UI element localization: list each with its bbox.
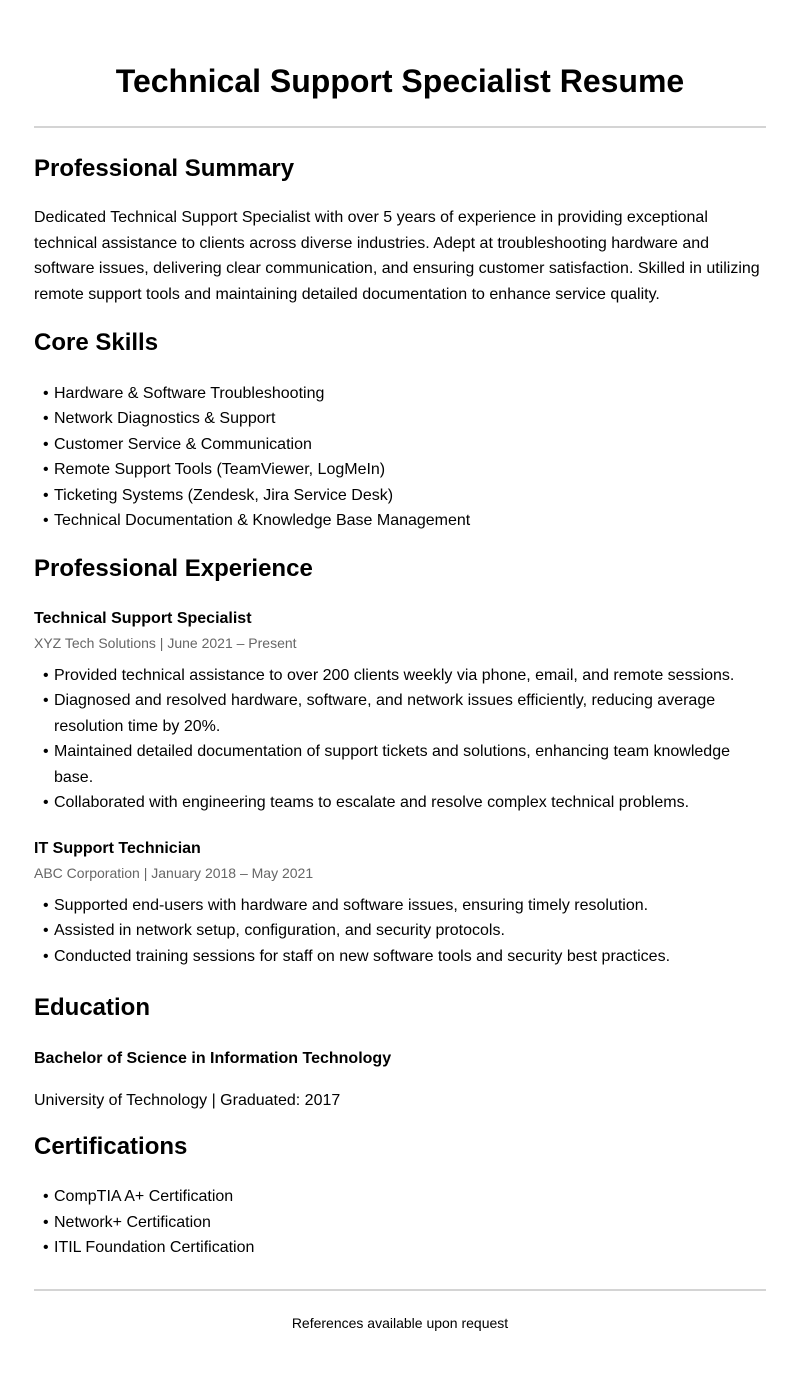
education-heading: Education [34,994,151,1022]
list-item: • Maintained detailed documentation of support tickets and solutions, enhancing team knowledge base. [34,739,766,790]
list-item: • Supported end-users with hardware and software issues, ensuring timely resolution. [34,893,766,919]
job-title: IT Support Technician [34,839,201,857]
list-item: • Ticketing Systems (Zendesk, Jira Service Desk) [34,483,766,509]
list-item: • ITIL Foundation Certification [34,1235,766,1261]
list-item: • Network+ Certification [34,1210,766,1236]
job-entry [34,838,766,970]
job-meta: XYZ Tech Solutions | June 2021 – Present [34,634,297,651]
experience-section [34,554,766,970]
list-item: • Diagnosed and resolved hardware, software, and network issues efficiently, reducing average resolution time by 20%. [34,688,766,739]
page-title: Technical Support Specialist Resume [115,63,685,99]
certifications-list [34,1184,766,1261]
skills-heading: Core Skills [34,328,159,356]
list-item: • Network Diagnostics & Support [34,406,766,432]
job-bullets [34,893,766,970]
list-item: • Assisted in network setup, configuration, and security protocols. [34,918,766,944]
summary-heading: Professional Summary [34,155,295,182]
degree-title: Bachelor of Science in Information Technology [34,1050,392,1068]
skills-section [34,328,766,534]
list-item: • Hardware & Software Troubleshooting [34,381,766,407]
skills-list [34,381,766,534]
list-item: • Conducted training sessions for staff on new software tools and security best practices. [34,944,766,970]
job-entry [34,608,766,816]
summary-section [34,154,766,308]
list-item: • Collaborated with engineering teams to escalate and resolve complex technical problems. [34,790,766,816]
footer-note: References available upon request [291,1314,509,1331]
job-meta: ABC Corporation | January 2018 – May 2021 [34,864,314,881]
certifications-heading: Certifications [34,1133,188,1161]
experience-heading: Professional Experience [34,554,313,582]
header-divider [34,126,766,128]
job-bullets [34,663,766,816]
summary-text: Dedicated Technical Support Specialist with over 5 years of experience in providing exceptional technical assistance to clients across diverse industries. Adept at troubleshooting hardware and software issues, delivering clear communication, and ensuring customer satisfaction. Skilled in utilizing remote support tools and maintaining detailed documentation to enhance service quality. [34,209,760,304]
list-item: • Customer Service & Communication [34,432,766,458]
job-title: Technical Support Specialist [34,609,252,627]
certifications-section [34,1132,766,1261]
education-section [34,993,766,1112]
list-item: • Remote Support Tools (TeamViewer, LogMeIn) [34,457,766,483]
education-details: University of Technology | Graduated: 2017 [34,1092,341,1110]
list-item: • Provided technical assistance to over 200 clients weekly via phone, email, and remote sessions. [34,663,766,689]
footer-divider [34,1289,766,1291]
list-item: • Technical Documentation & Knowledge Base Management [34,508,766,534]
list-item: • CompTIA A+ Certification [34,1184,766,1210]
resume-page [34,0,766,1333]
